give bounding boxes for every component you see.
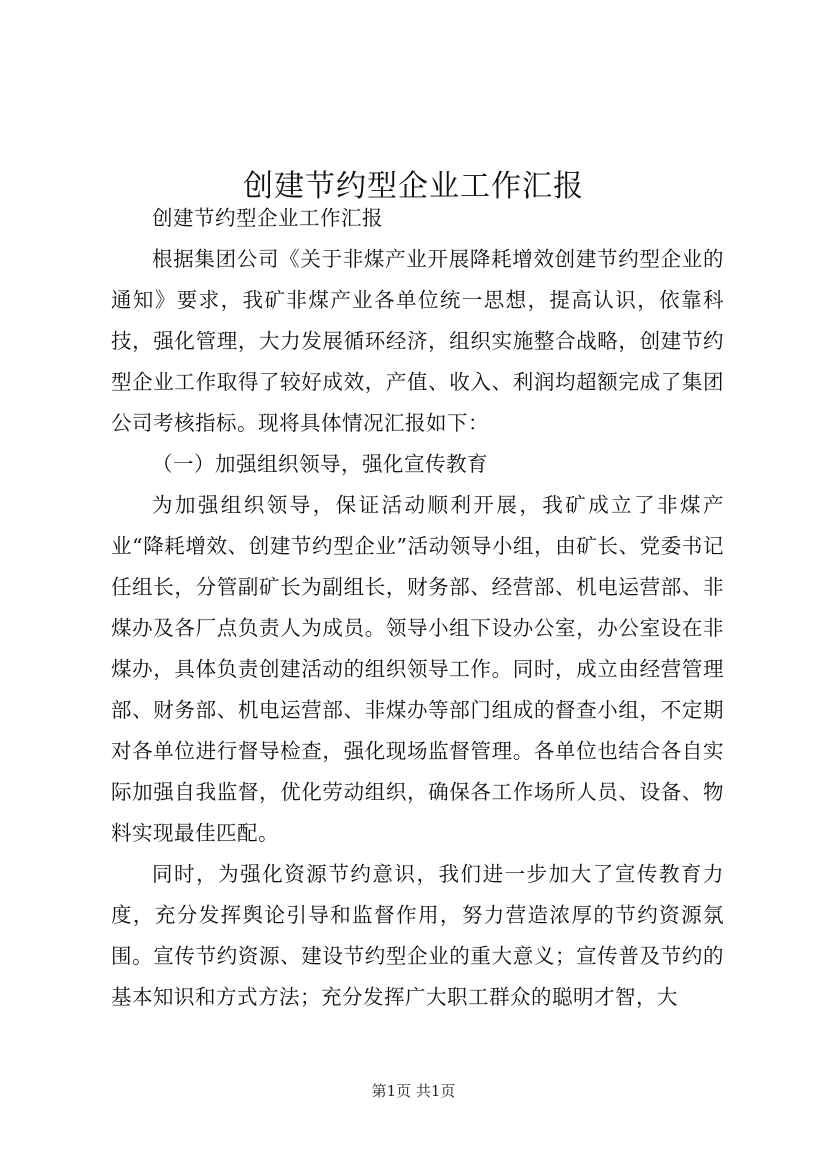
intro-paragraph: 根据集团公司《关于非煤产业开展降耗增效创建节约型企业的通知》要求，我矿非煤产业各单位统一思想，提高认识，依靠科技，强化管理，大力发展循环经济，组织实施整合战略，创建节约型企业工作取得了较好成效，产值、收入、利润均超额完成了集团公司考核指标。现将具体情况汇报如下：	[111, 247, 724, 435]
section-paragraph-1: 为加强组织领导，保证活动顺利开展，我矿成立了非煤产业“降耗增效、创建节约型企业”活动领导小组，由矿长、党委书记任组长，分管副矿长为副组长，财务部、经营部、机电运营部、非煤办及各厂点负责人为成员。领导小组下设办公室，办公室设在非煤办，具体负责创建活动的组织领导工作。同时，成立由经营管理部、财务部、机电运营部、非煤办等部门组成的督查小组，不定期对各单位进行督导检查，强化现场监督管理。各单位也结合各自实际加强自我监督，优化劳动组织，确保各工作场所人员、设备、物料实现最佳匹配。	[111, 493, 724, 845]
section-heading: （一）加强组织领导，强化宣传教育	[152, 452, 488, 476]
document-subtitle: 创建节约型企业工作汇报	[152, 206, 383, 230]
section-paragraph-2: 同时，为强化资源节约意识，我们进一步加大了宣传教育力度，充分发挥舆论引导和监督作用，努力营造浓厚的节约资源氛围。宣传节约资源、建设节约型企业的重大意义；宣传普及节约的基本知识和方式方法；充分发挥广大职工群众的聪明才智，大	[111, 862, 724, 1009]
page-footer: 第1页 共1页	[371, 1082, 456, 1100]
page-title: 创建节约型企业工作汇报	[243, 169, 584, 205]
document-body	[111, 198, 724, 1018]
